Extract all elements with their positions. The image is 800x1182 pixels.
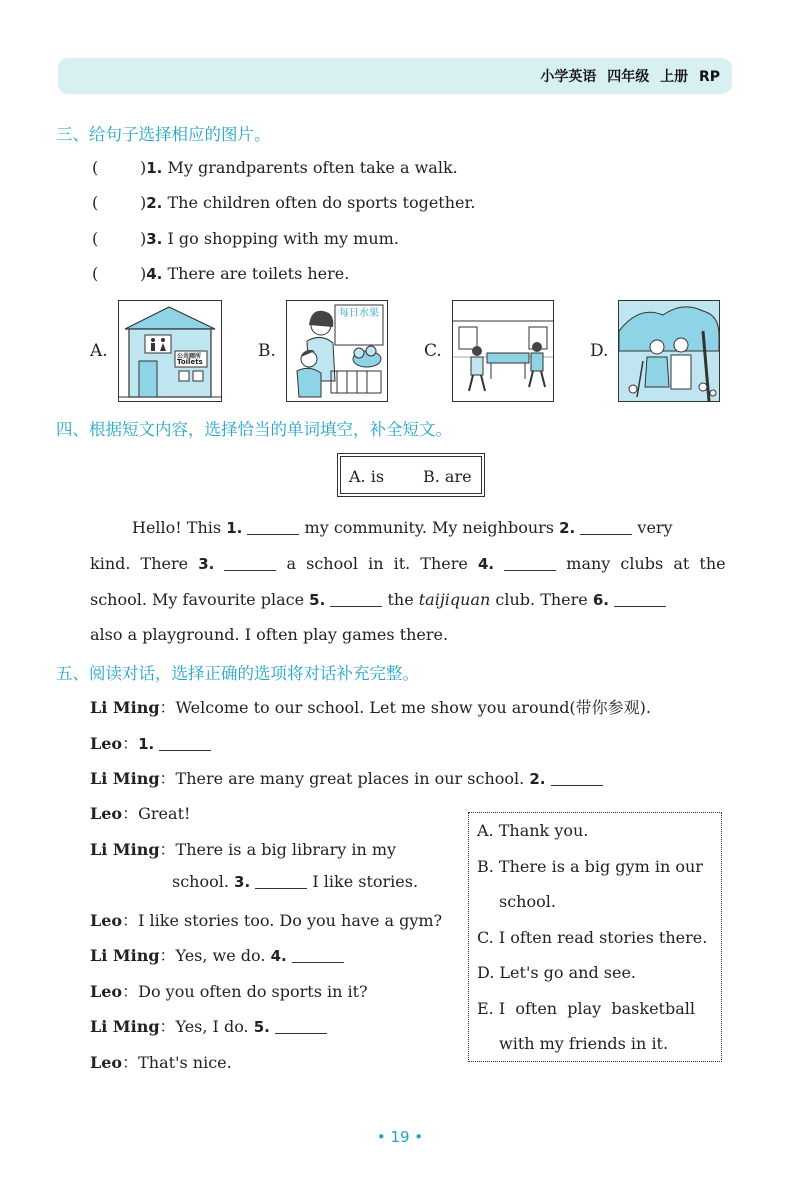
page-number: • 19 • [376,1128,424,1146]
dialog-blank-5[interactable] [275,1019,327,1034]
dialog-line-10: Leo：That's nice. [90,1053,232,1072]
passage-line-3: school. My favourite place 5. the taijiquan club. There 6. [90,590,730,609]
picture-c-label: C. [424,341,442,361]
option-e-cont: with my friends in it. [499,1034,669,1053]
answer-paren-open[interactable]: ( [92,193,99,212]
dialog-blank-4[interactable] [292,948,344,963]
dialog-line-1: Li Ming：Welcome to our school. Let me show you around(带你参观). [90,698,652,717]
blank-6[interactable] [614,592,666,607]
word-option-a: A. is [349,467,385,486]
section4-title: 四、根据短文内容，选择恰当的单词填空，补全短文。 [56,420,452,439]
answer-paren-open[interactable]: ( [92,229,99,248]
header-bar [58,58,732,94]
picture-a-label: A. [90,341,108,361]
picture-b-shopping [286,300,388,402]
passage-line-4: also a playground. I often play games there. [90,625,449,644]
dialog-line-9: Li Ming：Yes, I do. 5. [90,1014,327,1037]
dialog-line-5: Li Ming：There is a big library in my [90,840,397,859]
blank-4[interactable] [504,556,556,571]
picture-b-sign: 每日水果 [339,308,379,319]
header-text: 小学英语 四年级 上册 RP [540,69,720,85]
dialog-line-8: Leo：Do you often do sports in it? [90,982,368,1001]
option-b-cont: school. [499,892,556,911]
blank-3[interactable] [224,556,276,571]
dialog-options-box [468,812,722,1062]
answer-paren-open[interactable]: ( [92,264,99,283]
option-a: A. Thank you. [477,821,589,840]
dialog-line-5-cont: school. 3. I like stories. [172,872,419,891]
dialog-blank-1[interactable] [159,736,211,751]
dialog-line-3: Li Ming：There are many great places in our school. 2. [90,766,603,789]
dialog-line-2: Leo：1. [90,731,211,754]
word-option-b: B. are [423,467,472,486]
answer-paren-open[interactable]: ( [92,158,99,177]
blank-2[interactable] [580,520,632,535]
passage-line-1: Hello! This 1. my community. My neighbours 2. very [132,518,673,537]
option-d: D. Let's go and see. [477,963,637,982]
picture-a-sign-cn: 公共厕所 [177,353,202,360]
picture-d-walk [618,300,720,402]
dialog-blank-3[interactable] [255,874,307,889]
dialog-line-6: Leo：I like stories too. Do you have a gym? [90,911,443,930]
word-bank-box [340,456,482,494]
picture-a-toilets [118,300,222,402]
option-b: B. There is a big gym in our [477,857,703,876]
dialog-line-4: Leo：Great! [90,804,191,823]
dialog-blank-2[interactable] [551,771,603,786]
dialog-line-7: Li Ming：Yes, we do. 4. [90,943,344,966]
option-e: E. I often play basketball [477,999,695,1018]
picture-d-label: D. [590,341,609,361]
blank-5[interactable] [330,592,382,607]
picture-a-sign-en: Toilets [177,358,203,366]
option-c: C. I often read stories there. [477,928,708,947]
section5-title: 五、阅读对话，选择正确的选项将对话补充完整。 [56,664,419,683]
passage-line-2: kind. There 3. a school in it. There 4. many clubs at the [90,554,726,573]
blank-1[interactable] [247,520,299,535]
picture-c-sports [452,300,554,402]
section3-title: 三、给句子选择相应的图片。 [56,125,271,144]
picture-b-label: B. [258,341,276,361]
